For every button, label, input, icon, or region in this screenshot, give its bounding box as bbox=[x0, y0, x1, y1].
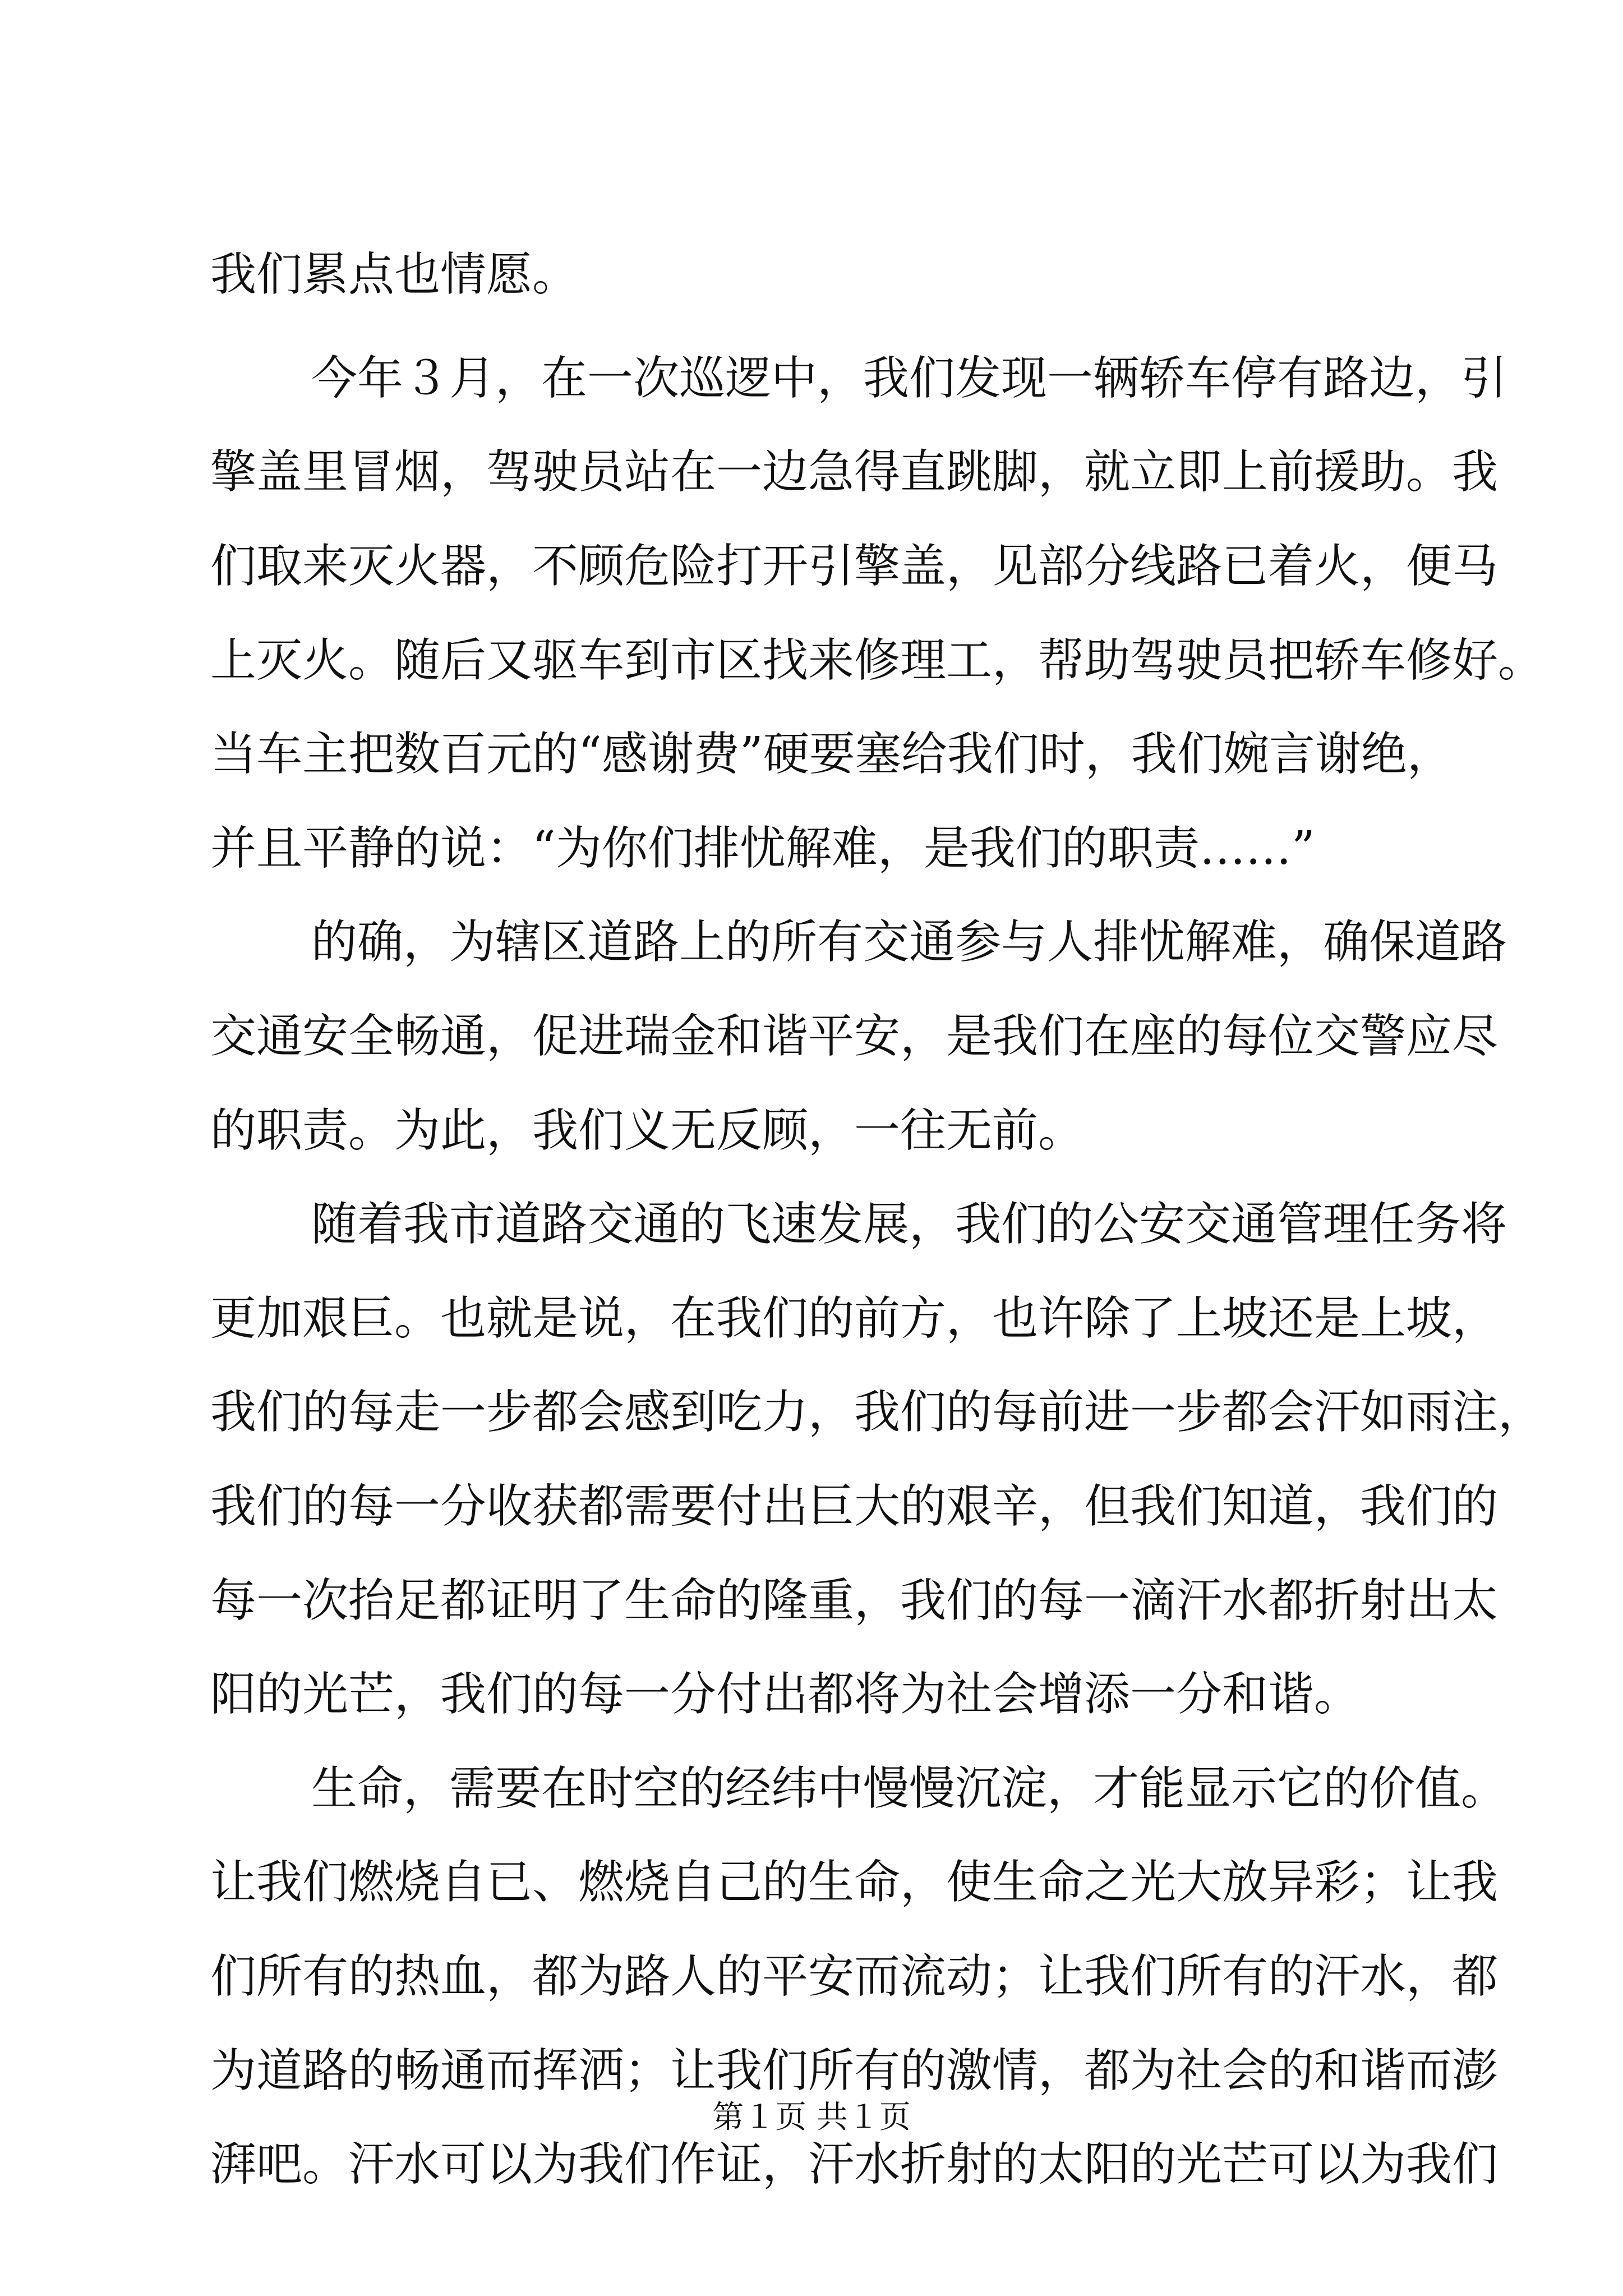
text-line: 湃吧。汗水可以为我们作证，汗水折射的太阳的光芒可以为我们 bbox=[210, 2138, 1498, 2191]
text-line: 擎盖里冒烟，驾驶员站在一边急得直跳脚，就立即上前援助。我 bbox=[210, 445, 1498, 499]
text-line: 交通安全畅通，促进瑞金和谐平安，是我们在座的每位交警应尽 bbox=[210, 1010, 1498, 1063]
text-line: 的职责。为此，我们义无反顾，一往无前。 bbox=[210, 1104, 1085, 1157]
text-line: 每一次抬足都证明了生命的隆重，我们的每一滴汗水都折射出太 bbox=[210, 1574, 1498, 1627]
text-line: 我们的每走一步都会感到吃力，我们的每前进一步都会汗如雨注， bbox=[210, 1386, 1544, 1439]
text-line: 我们累点也情愿。 bbox=[210, 248, 579, 301]
text-line: 们取来灭火器，不顾危险打开引擎盖，见部分线路已着火，便马 bbox=[210, 540, 1498, 593]
text-line: 今年３月，在一次巡逻中，我们发现一辆轿车停有路边，引 bbox=[311, 352, 1507, 405]
text-line: 并且平静的说：“为你们排忧解难，是我们的职责……” bbox=[210, 822, 1315, 875]
text-line: 更加艰巨。也就是说，在我们的前方，也许除了上坡还是上坡， bbox=[210, 1292, 1498, 1345]
text-line: 当车主把数百元的“感谢费”硬要塞给我们时，我们婉言谢绝， bbox=[210, 728, 1453, 781]
page-number-footer: 第１页 共１页 bbox=[712, 2099, 911, 2136]
text-line: 的确，为辖区道路上的所有交通参与人排忧解难，确保道路 bbox=[311, 915, 1507, 969]
text-line: 们所有的热血，都为路人的平安而流动；让我们所有的汗水，都 bbox=[210, 1950, 1498, 2003]
text-line: 生命，需要在时空的经纬中慢慢沉淀，才能显示它的价值。 bbox=[311, 1762, 1507, 1815]
text-line: 上灭火。随后又驱车到市区找来修理工，帮助驾驶员把轿车修好。 bbox=[210, 634, 1544, 687]
text-line: 随着我市道路交通的飞速发展，我们的公安交通管理任务将 bbox=[311, 1198, 1507, 1251]
text-line: 让我们燃烧自已、燃烧自己的生命，使生命之光大放异彩；让我 bbox=[210, 1856, 1498, 1909]
text-line: 阳的光芒，我们的每一分付出都将为社会增添一分和谐。 bbox=[210, 1668, 1361, 1721]
text-line: 我们的每一分收获都需要付出巨大的艰辛，但我们知道，我们的 bbox=[210, 1480, 1498, 1533]
text-line: 为道路的畅通而挥洒；让我们所有的激情，都为社会的和谐而澎 bbox=[210, 2044, 1498, 2097]
